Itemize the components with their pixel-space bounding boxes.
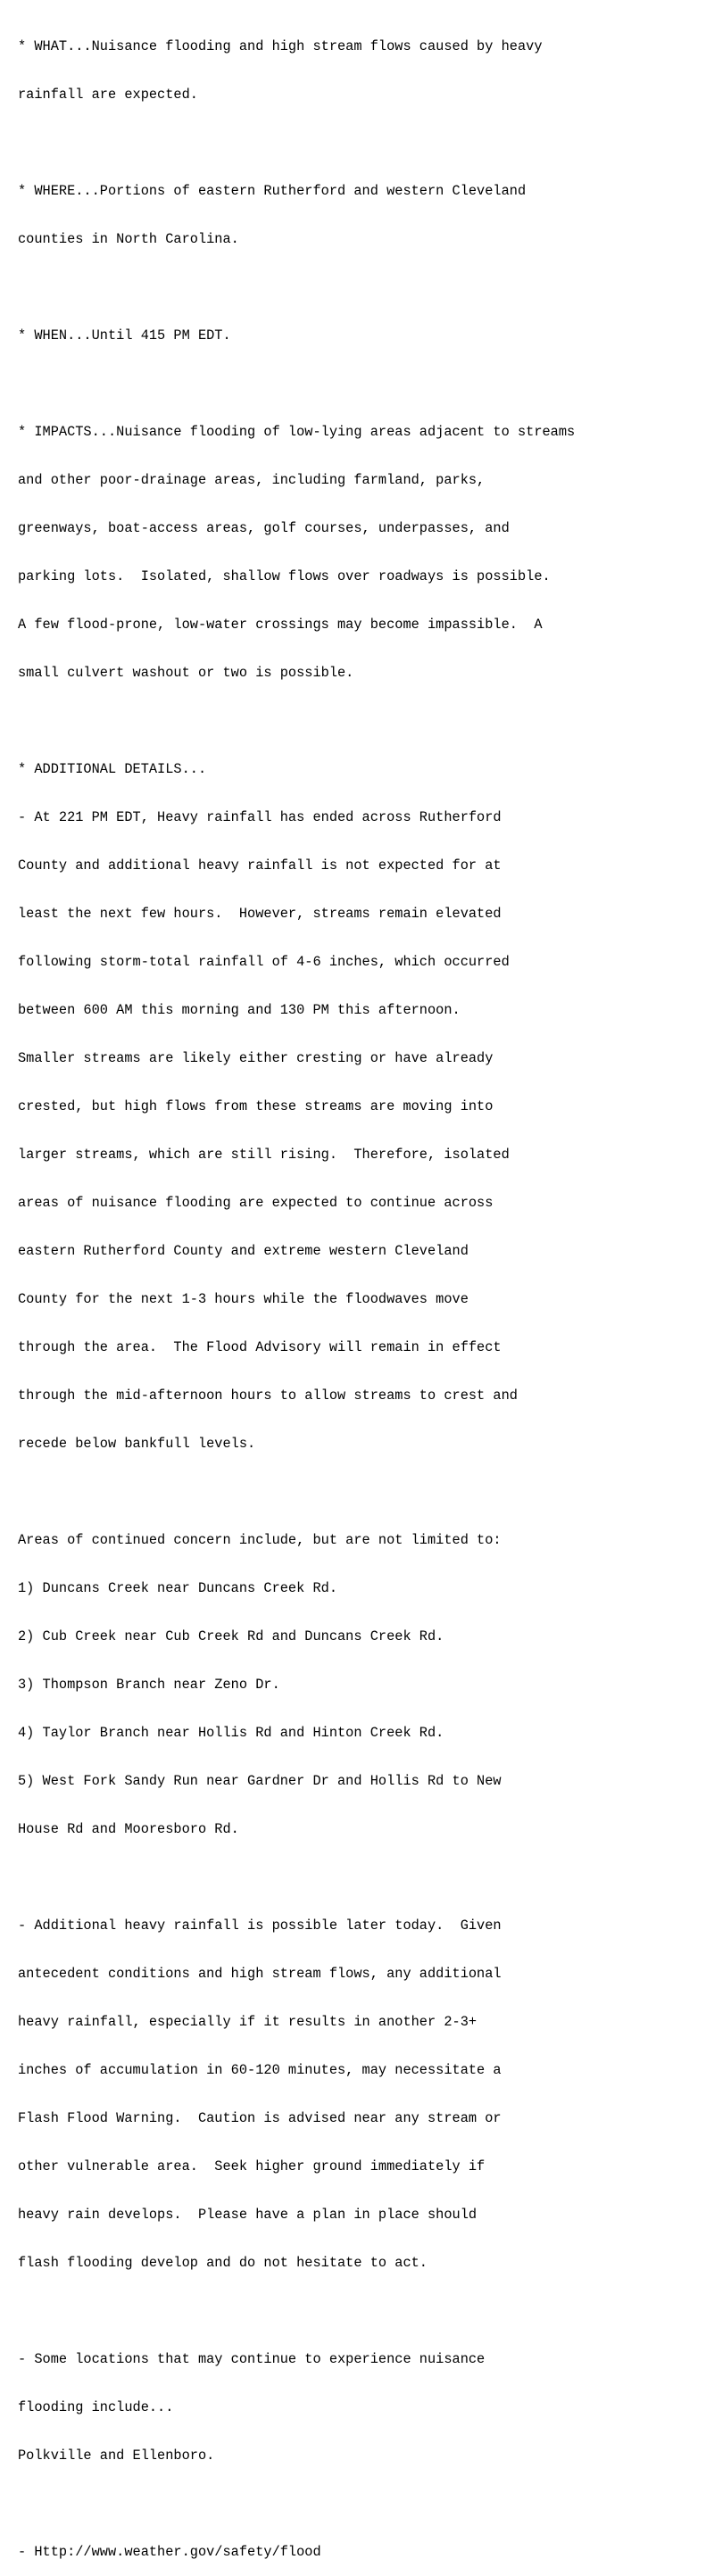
text-line — [18, 713, 575, 729]
text-line: - At 221 PM EDT, Heavy rainfall has ended across Rutherford — [18, 809, 502, 825]
text-line: small culvert washout or two is possible. — [18, 665, 354, 681]
advisory-text — [18, 6, 575, 2576]
text-line: 3) Thompson Branch near Zeno Dr. — [18, 1677, 280, 1693]
text-line: Polkville and Ellenboro. — [18, 2448, 215, 2464]
text-line: House Rd and Mooresboro Rd. — [18, 1821, 239, 1837]
text-line: and other poor-drainage areas, including farmland, parks, — [18, 472, 486, 488]
text-line: inches of accumulation in 60-120 minutes, may necessitate a — [18, 2062, 502, 2078]
text-line: least the next few hours. However, streams remain elevated — [18, 906, 502, 922]
text-line: Smaller streams are likely either cresting or have already — [18, 1050, 494, 1066]
text-line — [18, 1484, 575, 1500]
text-line: heavy rainfall, especially if it results in another 2-3+ — [18, 2014, 477, 2030]
text-line: Flash Flood Warning. Caution is advised near any stream or — [18, 2110, 502, 2126]
text-line: through the mid-afternoon hours to allow streams to crest and — [18, 1387, 518, 1404]
text-line: antecedent conditions and high stream flows, any additional — [18, 1966, 502, 1982]
text-line: 5) West Fork Sandy Run near Gardner Dr and Hollis Rd to New — [18, 1773, 502, 1789]
text-line: flash flooding develop and do not hesitate to act. — [18, 2255, 428, 2271]
text-line: crested, but high flows from these streams are moving into — [18, 1098, 494, 1114]
text-line: * WHERE...Portions of eastern Rutherford and western Cleveland — [18, 183, 527, 199]
text-line: greenways, boat-access areas, golf courses, underpasses, and — [18, 520, 510, 536]
text-line — [18, 135, 575, 151]
text-line: 2) Cub Creek near Cub Creek Rd and Duncans Creek Rd. — [18, 1628, 444, 1644]
safety-link[interactable]: - Http://www.weather.gov/safety/flood — [18, 2544, 321, 2560]
text-line: 1) Duncans Creek near Duncans Creek Rd. — [18, 1580, 338, 1596]
text-line: heavy rain develops. Please have a plan in place should — [18, 2207, 477, 2223]
text-line: Areas of continued concern include, but are not limited to: — [18, 1532, 502, 1548]
text-line — [18, 2303, 575, 2319]
text-line: eastern Rutherford County and extreme western Cleveland — [18, 1243, 469, 1259]
text-line: * WHAT...Nuisance flooding and high stream flows caused by heavy — [18, 38, 543, 54]
text-line: larger streams, which are still rising. Therefore, isolated — [18, 1147, 510, 1163]
text-line: - Additional heavy rainfall is possible later today. Given — [18, 1918, 502, 1934]
text-line: - Some locations that may continue to experience nuisance — [18, 2351, 486, 2367]
text-line: * ADDITIONAL DETAILS... — [18, 761, 207, 777]
text-line: County and additional heavy rainfall is not expected for at — [18, 857, 502, 874]
text-line: A few flood-prone, low-water crossings may become impassible. A — [18, 617, 543, 633]
text-line: counties in North Carolina. — [18, 231, 239, 247]
text-line — [18, 376, 575, 392]
text-line: parking lots. Isolated, shallow flows over roadways is possible. — [18, 568, 551, 584]
text-line: * WHEN...Until 415 PM EDT. — [18, 327, 231, 344]
text-line: rainfall are expected. — [18, 87, 198, 103]
text-line — [18, 1869, 575, 1885]
text-line — [18, 279, 575, 295]
text-line: County for the next 1-3 hours while the floodwaves move — [18, 1291, 469, 1307]
text-line: flooding include... — [18, 2399, 174, 2415]
text-line: areas of nuisance flooding are expected to continue across — [18, 1195, 494, 1211]
text-line: following storm-total rainfall of 4-6 inches, which occurred — [18, 954, 510, 970]
text-line: between 600 AM this morning and 130 PM this afternoon. — [18, 1002, 461, 1018]
text-line: other vulnerable area. Seek higher ground immediately if — [18, 2158, 486, 2174]
text-line: through the area. The Flood Advisory will remain in effect — [18, 1339, 502, 1355]
text-line — [18, 2496, 575, 2512]
text-line: recede below bankfull levels. — [18, 1436, 256, 1452]
text-line: * IMPACTS...Nuisance flooding of low-lying areas adjacent to streams — [18, 424, 576, 440]
text-line: 4) Taylor Branch near Hollis Rd and Hinton Creek Rd. — [18, 1725, 444, 1741]
